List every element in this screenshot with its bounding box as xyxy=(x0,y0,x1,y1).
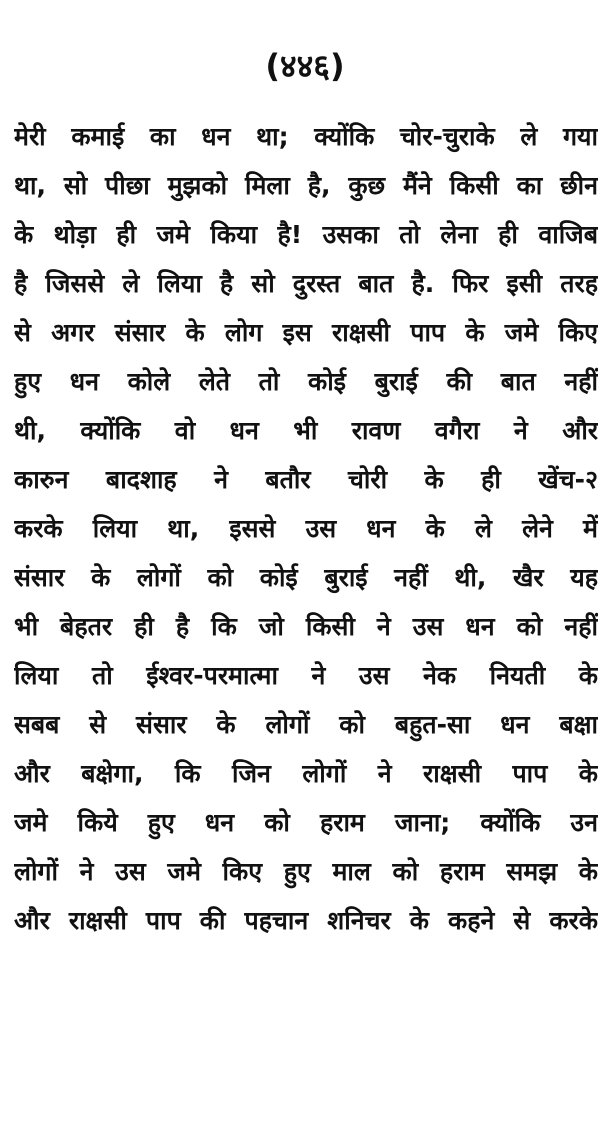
text-line: थी, क्योंकि वो धन भी रावण वगैरा ने और xyxy=(14,416,598,445)
text-line: लोगों ने उस जमे किए हुए माल को हराम समझ के xyxy=(14,857,598,886)
text-line: संसार के लोगों को कोई बुराई नहीं थी, खैर यह xyxy=(14,563,598,592)
text-line: हुए धन कोले लेते तो कोई बुराई की बात नहीं xyxy=(14,367,598,396)
text-line: कारुन बादशाह ने बतौर चोरी के ही खेंच-२ xyxy=(14,465,598,494)
text-line: से अगर संसार के लोग इस राक्षसी पाप के जमे किए xyxy=(14,318,598,347)
text-line: के थोड़ा ही जमे किया है! उसका तो लेना ही वाजिब xyxy=(14,220,598,249)
page-number: (४४६) xyxy=(265,47,345,85)
text-line: और राक्षसी पाप की पहचान शनिचर के कहने से करके xyxy=(14,906,598,935)
text-line: जमे किये हुए धन को हराम जाना; क्योंकि उन xyxy=(14,808,598,837)
text-line: भी बेहतर ही है कि जो किसी ने उस धन को नहीं xyxy=(14,612,598,641)
text-line: है जिससे ले लिया है सो दुरस्त बात है. फिर इसी तरह xyxy=(14,269,598,298)
text-line: और बक्षेगा, कि जिन लोगों ने राक्षसी पाप के xyxy=(14,759,598,788)
text-line: सबब से संसार के लोगों को बहुत-सा धन बक्षा xyxy=(14,710,598,739)
text-line: मेरी कमाई का धन था; क्योंकि चोर-चुराके ले गया xyxy=(14,122,598,151)
text-line: लिया तो ईश्वर-परमात्मा ने उस नेक नियती के xyxy=(14,661,598,690)
text-line: था, सो पीछा मुझको मिला है, कुछ मैंने किसी का छीन xyxy=(14,171,598,200)
text-line: करके लिया था, इससे उस धन के ले लेने में xyxy=(14,514,598,543)
body-text xyxy=(14,112,598,945)
